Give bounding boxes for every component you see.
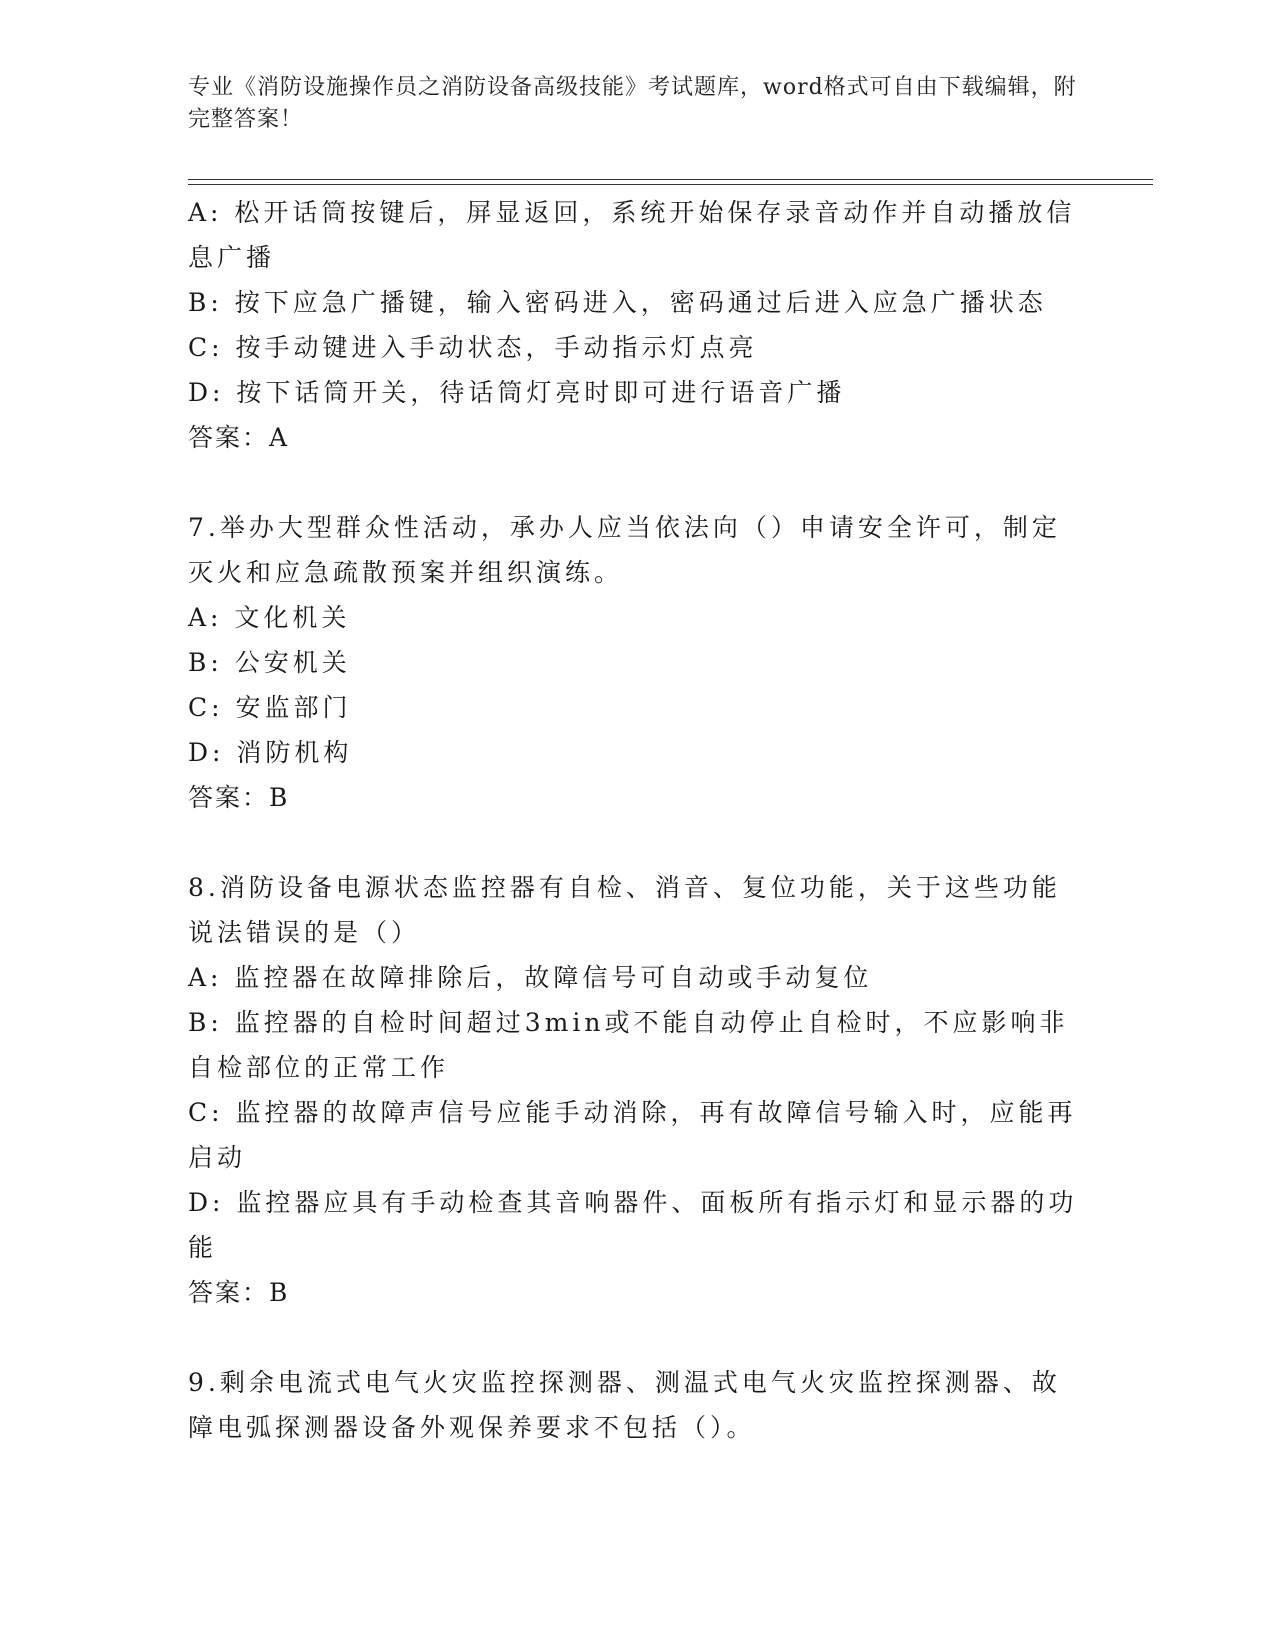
- spacer: [188, 460, 1078, 505]
- option-c: C: 安监部门: [188, 693, 352, 722]
- header-divider-top: [188, 179, 1153, 180]
- option-b: B: 按下应急广播键，输入密码进入，密码通过后进入应急广播状态: [188, 288, 1047, 317]
- spacer: [188, 820, 1078, 865]
- question-stem: 8.消防设备电源状态监控器有自检、消音、复位功能，关于这些功能说法错误的是（）: [188, 873, 1061, 947]
- option-d: D: 按下话筒开关，待话筒灯亮时即可进行语音广播: [188, 378, 846, 407]
- option-d: D: 消防机构: [188, 738, 353, 767]
- question-stem: 7.举办大型群众性活动，承办人应当依法向（）申请安全许可，制定灭火和应急疏散预案并组织演练。: [188, 513, 1061, 587]
- spacer: [188, 1315, 1078, 1360]
- option-c: C: 按手动键进入手动状态，手动指示灯点亮: [188, 333, 758, 362]
- option-b: B: 公安机关: [188, 648, 351, 677]
- answer-label: 答案：B: [188, 1278, 290, 1307]
- option-a: A: 文化机关: [188, 603, 351, 632]
- answer-label: 答案：A: [188, 423, 290, 452]
- question-list: [188, 190, 1078, 1450]
- previous-question-block: [188, 190, 1078, 460]
- option-d: D: 监控器应具有手动检查其音响器件、面板所有指示灯和显示器的功能: [188, 1188, 1078, 1262]
- option-c: C: 监控器的故障声信号应能手动消除，再有故障信号输入时，应能再启动: [188, 1098, 1077, 1172]
- question-8-block: [188, 865, 1078, 1315]
- question-9-block: [188, 1360, 1078, 1450]
- header-divider-bottom: [188, 184, 1153, 185]
- option-a: A: 松开话筒按键后，屏显返回，系统开始保存录音动作并自动播放信息广播: [188, 198, 1076, 272]
- question-7-block: [188, 505, 1078, 820]
- option-b: B: 监控器的自检时间超过3min或不能自动停止自检时，不应影响非自检部位的正常工作: [188, 1008, 1069, 1082]
- option-a: A: 监控器在故障排除后，故障信号可自动或手动复位: [188, 963, 873, 992]
- answer-label: 答案：B: [188, 783, 290, 812]
- document-header: 专业《消防设施操作员之消防设备高级技能》考试题库，word格式可自由下载编辑，附完整答案！: [188, 75, 1077, 132]
- question-stem: 9.剩余电流式电气火灾监控探测器、测温式电气火灾监控探测器、故障电弧探测器设备外观保养要求不包括（）。: [188, 1368, 1061, 1442]
